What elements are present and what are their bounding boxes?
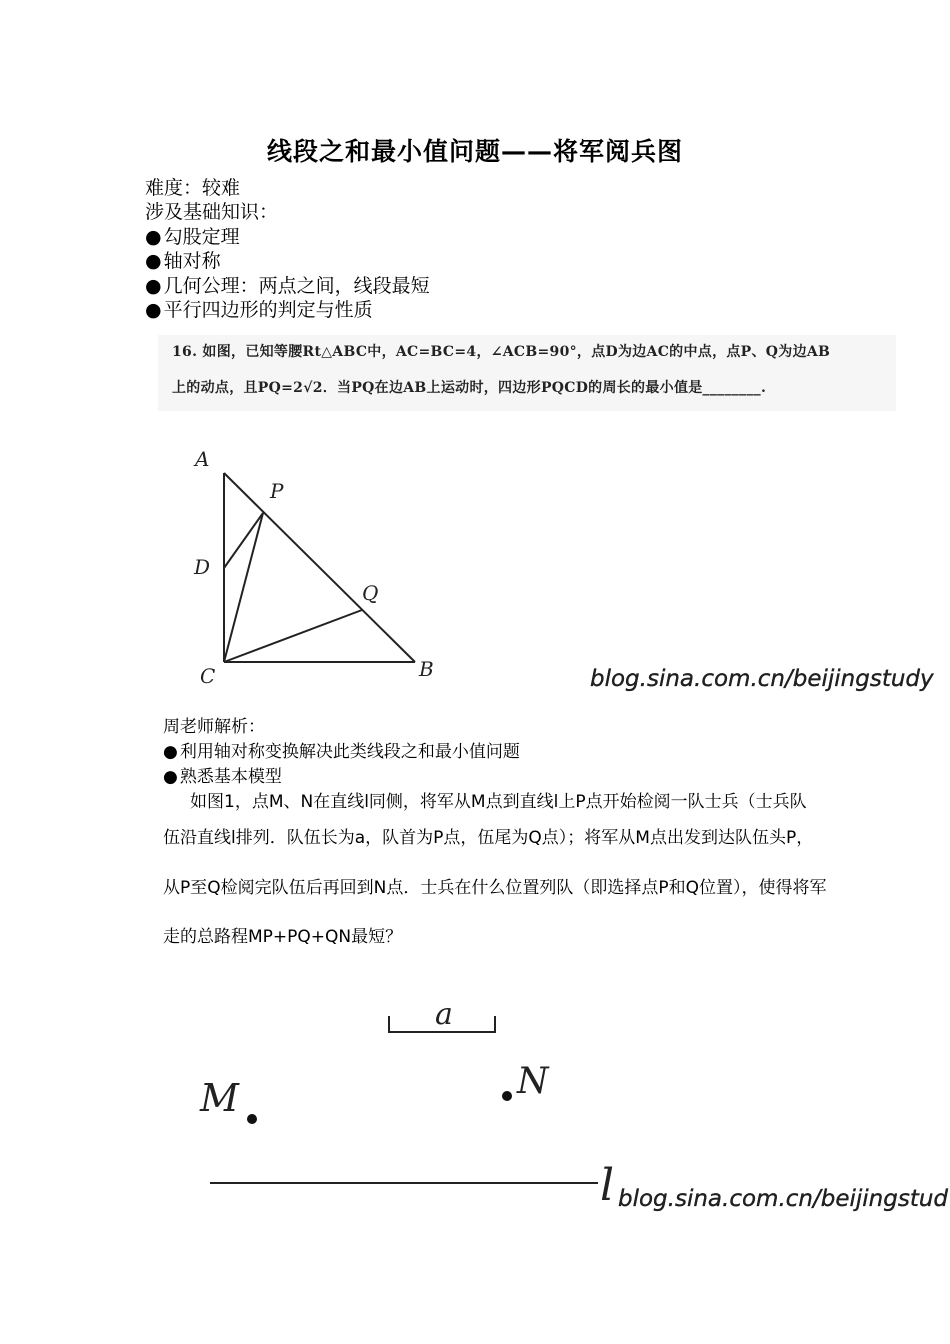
label-l: l xyxy=(600,1160,615,1211)
point-N xyxy=(502,1091,512,1101)
analysis-para-line-3: 从P至Q检阅完队伍后再回到N点．士兵在什么位置列队（即选择点P和Q位置），使得将军 xyxy=(163,878,827,898)
segment-DP xyxy=(224,513,263,568)
label-M: M xyxy=(200,1076,239,1120)
label-D: D xyxy=(194,555,211,579)
label-a: a xyxy=(435,997,453,1032)
basics-label: 涉及基础知识： xyxy=(145,201,279,223)
label-B: B xyxy=(419,657,434,681)
analysis-para-line-2: 伍沿直线l排列．队伍长为a，队首为P点，伍尾为Q点）；将军从M点出发到达队伍头P， xyxy=(163,828,814,848)
label-P: P xyxy=(270,479,284,503)
label-Q: Q xyxy=(362,581,379,605)
analysis-bullet-2: ● 熟悉基本模型 xyxy=(163,762,282,787)
basic-item-pythagoras: ● 勾股定理 xyxy=(145,225,240,249)
watermark-1: blog.sina.com.cn/beijingstudy xyxy=(590,666,934,692)
basic-item-axiom: ● 几何公理：两点之间，线段最短 xyxy=(145,274,430,298)
segment-CQ xyxy=(224,610,362,662)
watermark-2: blog.sina.com.cn/beijingstud xyxy=(618,1186,949,1212)
difficulty-text: 难度：较难 xyxy=(145,177,241,199)
analysis-para-line-1: 如图1，点M、N在直线l同侧，将军从M点到直线l上P点开始检阅一队士兵（士兵队 xyxy=(190,792,807,812)
page-title: 线段之和最小值问题——将军阅兵图 xyxy=(266,137,683,166)
problem-line-2: 上的动点，且PQ=2√2．当PQ在边AB上运动时，四边形PQCD的周长的最小值是________. xyxy=(172,380,767,396)
problem-line-1: 16. 如图，已知等腰Rt△ABC中，AC=BC=4，∠ACB=90°，点D为边AC的中点，点P、Q为边AB xyxy=(172,344,831,360)
basic-item-parallelogram: ● 平行四边形的判定与性质 xyxy=(145,298,373,322)
label-C: C xyxy=(200,664,216,688)
point-M xyxy=(247,1114,257,1124)
segment-CP xyxy=(224,513,263,662)
analysis-bullet-1: ● 利用轴对称变换解决此类线段之和最小值问题 xyxy=(163,737,520,762)
analysis-heading: 周老师解析： xyxy=(163,717,265,737)
label-A: A xyxy=(195,447,210,471)
analysis-para-line-4: 走的总路程MP+PQ+QN最短？ xyxy=(163,927,403,947)
label-N: N xyxy=(517,1061,549,1102)
segment-AB xyxy=(224,473,415,662)
basic-item-axial-symmetry: ● 轴对称 xyxy=(145,249,221,273)
